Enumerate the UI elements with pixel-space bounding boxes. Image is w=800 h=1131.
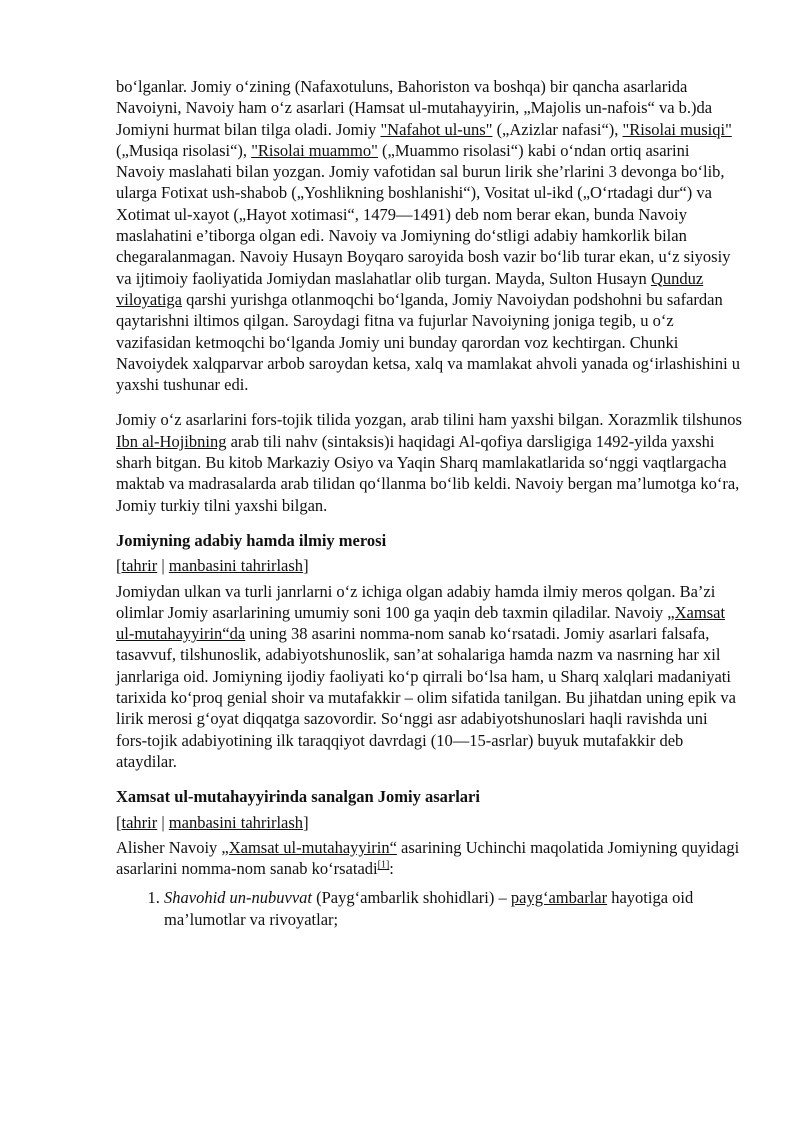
bracket: [ [116, 812, 122, 832]
edit-source-link[interactable]: manbasini tahrirlash [168, 556, 304, 576]
link-ibn-al-hojib[interactable]: Ibn al-Hojibning [116, 431, 227, 451]
bracket: ] [303, 812, 309, 832]
section-edit-links [116, 812, 742, 833]
link-xamsat-ul-mutahayyirin[interactable]: „Xamsat ul-mutahayyirin“ [221, 837, 397, 857]
text: arab tili nahv (sintaksis)i haqidagi Al-qofiya darsligiga 1492-yilda yaxshi sharh bitgan. Bu kitob Markaziy Osiyo va Yaqin Sharq mamlakatlarida so‘nggi vaqtlargacha maktab va madrasalarda arab tilidan qo‘llanma bo‘lib keldi. Navoiy bergan ma’lumotga ko‘ra, Jomiy turkiy tilni yaxshi bilgan. [116, 431, 740, 515]
bracket: ] [303, 556, 309, 576]
section-heading-legacy: Jomiyning adabiy hamda ilmiy merosi [116, 530, 387, 550]
article-body [116, 76, 742, 930]
text: uning 38 asarini nomma-nom sanab ko‘rsatadi. Jomiy asarlari falsafa, tasavvuf, tilshunoslik, adabiyotshunoslik, san’at sohalariga hamda nazm va nasrning har xil janrlariga oid. Jomiyning ijodiy faoliyati ko‘p qirrali bo‘lsa ham, u Sharq xalqlari madaniyati tarixida ko‘proq genial shoir va mutafakkir – olim sifatida tanilgan. Bu jihatdan uning epik va lirik merosi g‘oyat diqqatga sazovordir. So‘nggi asr adabiyotshunoslari haqli ravishda uni fors-tojik adabiyotining ilk taraqqiyot davrdagi (10—15-asrlar) buyuk mutafakkir deb ataydilar. [116, 624, 736, 771]
paragraph-languages [116, 409, 742, 515]
text: (Payg‘ambarlik shohidlari) – [312, 888, 511, 908]
separator: | [157, 812, 169, 832]
list-item [164, 887, 742, 930]
bracket: [ [116, 556, 122, 576]
link-risolai-musiqi[interactable]: "Risolai musiqi" [622, 119, 732, 139]
edit-link[interactable]: tahrir [121, 812, 158, 832]
works-list [116, 887, 742, 930]
paragraph-works-intro [116, 837, 742, 880]
link-xamsat-ul-mutahayyirin[interactable]: „Xamsat ul-mutahayyirin“da [116, 602, 726, 644]
text: qarshi yurishga otlanmoqchi bo‘lganda, Jomiy Navoiydan podshohni bu safardan qaytarishni iltimos qilgan. Saroydagi fitna va fujurlar Navoiyning joniga tegib, u o‘z vazifasidan ketmoqchi bo‘lganda Jomiy uni bunday qarordan voz kechtirgan. Chunki Navoiydek xalqparvar arbob saroydan ketsa, xalq va mamlakat ahvoli yanada og‘irlashishini u yaxshi tushunar edi. [116, 289, 741, 395]
text: Alisher Navoiy [116, 837, 222, 857]
section-heading-works: Xamsat ul-mutahayyirinda sanalgan Jomiy asarlari [116, 787, 480, 807]
link-paygambarlar[interactable]: payg‘ambarlar [510, 888, 608, 908]
text: bo‘lganlar. Jomiy o‘zining (Nafaxotuluns, Bahoriston va boshqa) bir qancha asarlarida Navoiyni, Navoiy ham o‘z asarlari (Hamsat ul-mutahayyirin, „Majolis un-nafois“ va b.)da Jomiyni hurmat bilan tilga oladi. Jomiy [116, 77, 713, 139]
section-edit-links [116, 555, 742, 576]
link-risolai-muammo[interactable]: "Risolai muammo" [251, 140, 378, 160]
text: Jomiydan ulkan va turli janrlarni o‘z ichiga olgan adabiy hamda ilmiy meros qolgan. Ba’zi olimlar Jomiy asarlarining umumiy soni 100 ga yaqin deb taxmin qiladilar. Navoiy [116, 581, 716, 622]
text: („Musiqa risolasi“), [116, 140, 252, 160]
paragraph-legacy [116, 581, 742, 773]
text: Jomiy o‘z asarlarini fors-tojik tilida yozgan, arab tilini ham yaxshi bilgan. Xorazmlik tilshunos [116, 410, 742, 430]
edit-link[interactable]: tahrir [121, 556, 158, 576]
reference-link[interactable]: [1] [377, 859, 390, 871]
paragraph-navoiy-jomiy [116, 76, 742, 395]
link-qunduz-viloyati[interactable]: Qunduz viloyatiga [116, 268, 704, 309]
text: asarining Uchinchi maqolatida Jomiyning quyidagi asarlarini nomma-nom sanab ko‘rsatadi [116, 837, 740, 879]
text: hayotiga oid ma’lumotlar va rivoyatlar; [164, 888, 694, 929]
link-nafahot-ul-uns[interactable]: "Nafahot ul-uns" [380, 119, 493, 139]
separator: | [157, 556, 169, 576]
work-title: Shavohid un-nubuvvat [164, 888, 313, 908]
text: („Azizlar nafasi“), [492, 119, 623, 139]
edit-source-link[interactable]: manbasini tahrirlash [168, 812, 304, 832]
text: („Muammo risolasi“) kabi o‘ndan ortiq asarini Navoiy maslahati bilan yozgan. Jomiy vafotidan sal burun lirik she’rlarini 3 devonga bo‘lib, ularga Fotixat ush-shabob („Yoshlikning boshlanishi“), Vositat ul-ikd („O‘rtadagi dur“) va Xotimat ul-xayot („Hayot xotimasi“, 1479—1491) deb nom berar ekan, bunda Navoiy maslahatini e’tiborga olgan edi. Navoiy va Jomiyning do‘stligi adabiy hamkorlik bilan chegaralanmagan. Navoiy Husayn Boyqaro saroyida bosh vazir bo‘lib turar ekan, u‘z siyosiy va ijtimoiy faoliyatida Jomiydan maslahatlar olib turgan. Mayda, Sulton Husayn [116, 140, 731, 288]
text: : [389, 859, 394, 879]
